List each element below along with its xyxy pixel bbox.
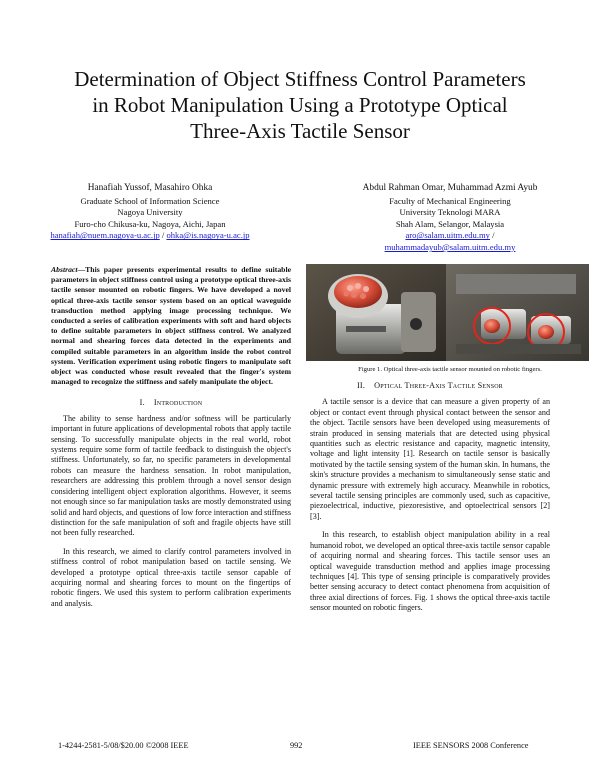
title-line: Three-Axis Tactile Sensor <box>190 119 410 143</box>
intro-paragraph: In this research, we aimed to clarify control parameters involved in stiffness control of robot manipulation based on tactile sensing. We developed a prototype optical three-axis tactile sensor capable of acquiring normal and shearing forces to mount on the fingertips of robotic fingers. We used this system to perform calibration experiments and analysis. <box>51 546 291 608</box>
affiliation-line: Graduate School of Information Science <box>80 195 220 206</box>
author-block-left <box>10 183 290 242</box>
intro-paragraph: The ability to sense hardness and/or softness will be particularly important in future applications of developmental robots that apply tactile sensing. To successfully manipulate objects in the real world, robot systems require some form of tactile feedback to distinguish the object's stiffness. Unfortunately, so far, no specific parameters in developmental robots can measure the hardness sensation. In robot manipulation, researchers are addressing this problem through a novel sensor design considering intelligent object exploration algorithms. However, it seems not enough since so far manipulation tasks are mostly demonstrated using solid and hard objects, and questions of low force interaction and stiffness distinction for the safe manipulation of soft and fragile objects have still not been fully researched. <box>51 413 291 538</box>
affiliation-line: University Teknologi MARA <box>399 207 501 218</box>
section-heading-sensor <box>310 381 550 391</box>
abstract-text: —This paper presents experimental results to define suitable parameters in object stiffness control using a prototype optical three-axis tactile sensor mounted on robotic fingers. We have developed a novel optical three-axis tactile sensor system based on an optical waveguide transduction method applying image processing technique. We conducted a series of calibration experiments with soft and hard objects to define suitable parameters in object stiffness control. We analyzed normal and shearing forces data detected in the experiments and compiled suitable parameters in an algorithm inside the robot control system. Verification experiment using robotic fingers to manipulate soft object was conducted whose result revealed that the finger's system managed to recognize the stiffness and safely manipulate the object. <box>51 265 291 387</box>
affiliation-line: Furo-cho Chikusa-ku, Nagoya, Aichi, Japan <box>74 218 226 229</box>
title-line: Determination of Object Stiffness Control Parameters <box>74 67 526 91</box>
left-column <box>51 265 291 609</box>
email-separator: / <box>159 230 167 241</box>
email-link[interactable]: muhammadayub@salam.uitm.edu.my <box>384 241 516 252</box>
abstract-label: Abstract <box>51 265 78 274</box>
footer-isbn: 1-4244-2581-5/08/$20.00 ©2008 IEEE <box>58 741 189 750</box>
right-column <box>310 381 550 614</box>
figure-1-photo <box>306 264 589 361</box>
email-separator: / <box>489 230 495 241</box>
email-link[interactable]: ohka@is.nagoya-u.ac.jp <box>166 230 250 241</box>
paper-title <box>40 66 560 144</box>
email-link[interactable]: hanafiah@nuem.nagoya-u.ac.jp <box>50 230 160 241</box>
email-line <box>310 242 590 254</box>
figure-caption: Figure 1. Optical three-axis tactile sensor mounted on robotic fingers. <box>358 366 542 373</box>
robotic-fingers-illustration <box>306 264 589 361</box>
sensor-paragraph: In this research, to establish object manipulation ability in a real humanoid robot, we developed an optical three-axis tactile sensor capable of acquiring normal and shearing forces. This tactile sensor uses an optical waveguide transduction method and applies image processing techniques [4]. This type of sensing principle is comparatively provides better sensing accuracy to detect contact phenomena from acquisition of three axial directions of forces. Fig. 1 shows the optical three-axis tactile sensor mounted on robotic fingers. <box>310 530 550 613</box>
page-number: 992 <box>290 741 303 750</box>
author-block-right <box>310 183 590 254</box>
affiliation-line: Faculty of Mechanical Engineering <box>389 195 511 206</box>
section-heading-introduction <box>51 398 291 408</box>
affiliation-line: Shah Alam, Selangor, Malaysia <box>395 218 505 229</box>
section-numeral: II. <box>357 381 366 390</box>
section-title: Optical Three-Axis Tactile Sensor <box>374 381 503 390</box>
abstract <box>51 265 291 387</box>
sensor-paragraph: A tactile sensor is a device that can measure a given property of an object or contact event through physical contact between the sensor and the object. Tactile sensors have been developed using measurements of strain produced in sensing materials that are detected using physical quantities such as electric resistance and capacity, magnetic intensity, voltage and light intensity [1]. Research on tactile sensor is basically motivated by the tactile sensing system of the human skin. In humans, the skin's structure provides a mechanism to simultaneously sense static and dynamic pressure with extremely high accuracy. Meanwhile in robotics, several tactile sensing principles are commonly used, such as capacitive, piezoelectrical, inductive, piezoresistive, and optoelectrical sensors [2][3]. <box>310 397 550 521</box>
affiliation-line: Nagoya University <box>117 207 183 218</box>
author-names: Abdul Rahman Omar, Muhammad Azmi Ayub <box>362 183 538 193</box>
email-link[interactable]: aro@salam.uitm.edu.my <box>405 230 490 241</box>
email-line <box>310 230 590 242</box>
section-title: Introduction <box>153 398 203 408</box>
author-names: Hanafiah Yussof, Masahiro Ohka <box>87 183 213 193</box>
title-line: in Robot Manipulation Using a Prototype Optical <box>92 93 508 117</box>
section-numeral: I. <box>139 398 145 408</box>
footer-conference: IEEE SENSORS 2008 Conference <box>413 741 529 750</box>
email-line <box>10 230 290 242</box>
